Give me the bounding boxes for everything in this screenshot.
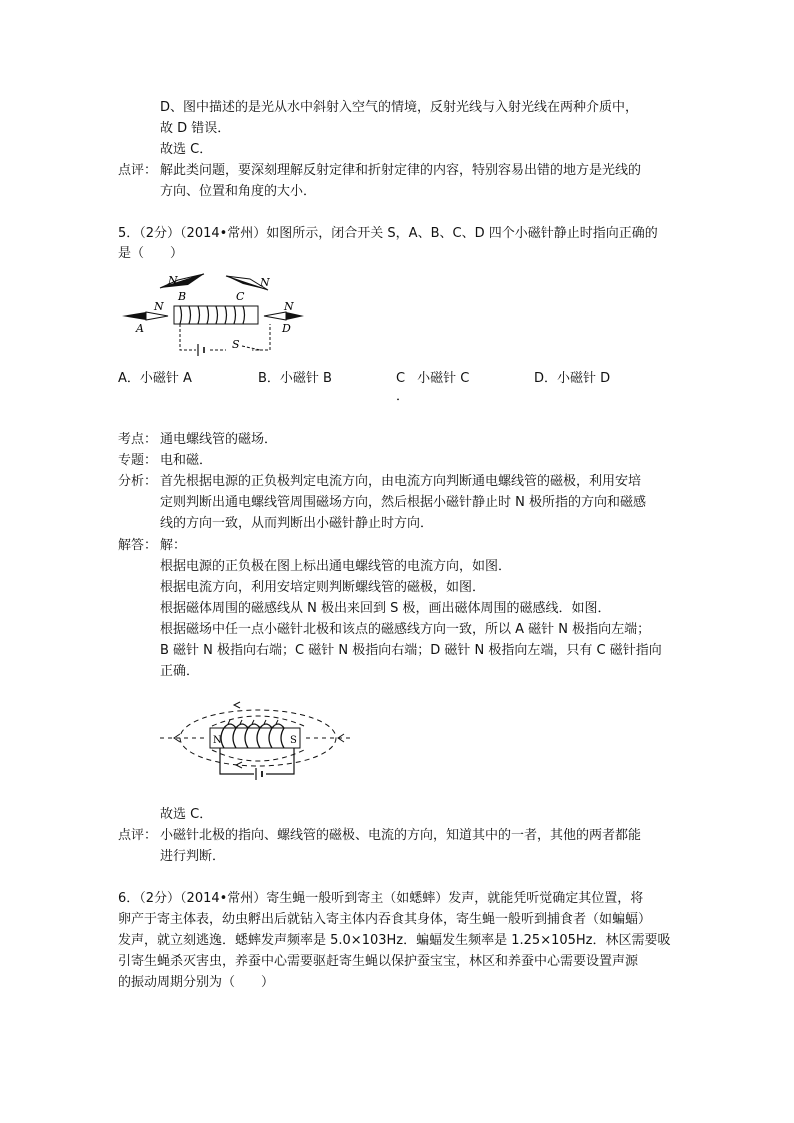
jieda-line4: 根据磁场中任一点小磁针北极和该点的磁感线方向一致，所以 A 磁针 N 极指向左端；: [160, 622, 651, 637]
q5-comment-label: 点评：: [118, 828, 158, 843]
kaodian-label: 考点：: [118, 432, 158, 447]
label-c: C: [236, 290, 245, 303]
q5-figure-field-lines: [158, 688, 358, 792]
q5-comment-line2: 进行判断．: [160, 849, 226, 864]
q5-comment-line1: 小磁针北极的指向、螺线管的磁极、电流的方向，知道其中的一者，其他的两者都能: [160, 828, 642, 843]
compass-b: [160, 274, 204, 303]
label-n-a: N: [154, 300, 164, 313]
jieda-line5: B 磁针 N 极指向右端；C 磁针 N 极指向右端；D 磁针 N 极指向左端，只有 C 磁针指向: [160, 643, 662, 658]
label-b: B: [178, 290, 187, 303]
pole-n-label: N: [213, 735, 222, 746]
label-d: D: [282, 322, 291, 335]
prev-comment-line1: 解此类问题，要深刻理解反射定律和折射定律的内容，特别容易出错的地方是光线的: [160, 163, 642, 178]
option-a[interactable]: A．小磁针 A: [118, 371, 192, 386]
fenxi-line3: 线的方向一致，从而判断出小磁针静止时方向．: [160, 516, 434, 531]
label-n-d: N: [284, 300, 294, 313]
option-c-dot: ．: [396, 389, 410, 404]
q5-answer: 故选 C．: [160, 807, 213, 822]
pole-s-label: S: [290, 735, 297, 746]
jieda-line6: 正确．: [160, 664, 200, 679]
label-n-c: N: [260, 276, 270, 289]
jieda-label: 解答：: [118, 538, 158, 553]
fenxi-label: 分析：: [118, 474, 158, 489]
option-b[interactable]: B．小磁针 B: [258, 371, 332, 386]
compass-a: [122, 300, 168, 335]
zhuanti-text: 电和磁．: [160, 453, 213, 468]
compass-c: [226, 276, 270, 303]
jieda-line2: 根据电流方向，利用安培定则判断螺线管的磁极，如图．: [160, 580, 486, 595]
option-d-explanation-line2: 故 D 错误．: [160, 121, 231, 136]
fenxi-line2: 定则判断出通电螺线管周围磁场方向，然后根据小磁针静止时 N 极所指的方向和磁感: [160, 495, 646, 510]
q5-stem-line2: 是（ ）: [118, 246, 184, 261]
label-a: A: [136, 322, 144, 335]
q6-line5: 的振动周期分别为（ ）: [118, 975, 275, 990]
fenxi-line1: 首先根据电源的正负极判定电流方向，由电流方向判断通电螺线管的磁极，利用安培: [160, 474, 642, 489]
q5-figure-solenoid: [118, 266, 308, 356]
q6-line2: 卵产于寄主体表，幼虫孵出后就钻入寄主体内吞食其身体，寄生蝇一般听到捕食者（如蝙蝠）: [118, 912, 652, 927]
option-d[interactable]: D．小磁针 D: [534, 371, 611, 386]
jieda-line0: 解：: [160, 538, 187, 553]
zhuanti-label: 专题：: [118, 453, 158, 468]
q5-stem-line1: 5．（2分）（2014•常州）如图所示，闭合开关 S，A、B、C、D 四个小磁针静止时指向正确的: [118, 226, 658, 241]
jieda-line1: 根据电源的正负极在图上标出通电螺线管的电流方向，如图．: [160, 559, 512, 574]
prev-answer: 故选 C．: [160, 142, 213, 157]
q6-line4: 引寄生蝇杀灭害虫，养蚕中心需要驱赶寄生蝇以保护蚕宝宝，林区和养蚕中心需要设置声源: [118, 954, 639, 969]
q6-line3: 发声，就立刻逃逸．蟋蟀发声频率是 5.0×103Hz．蝙蝠发生频率是 1.25×105Hz．林区需要吸: [118, 933, 671, 948]
solenoid: [174, 306, 258, 324]
prev-comment-label: 点评：: [118, 163, 158, 178]
label-n-b: N: [168, 274, 178, 287]
option-c[interactable]: C 小磁针 C: [396, 371, 470, 386]
option-d-explanation-line1: D、图中描述的是光从水中斜射入空气的情境，反射光线与入射光线在两种介质中，: [160, 100, 639, 115]
label-switch-s: S: [232, 338, 240, 351]
kaodian-text: 通电螺线管的磁场．: [160, 432, 278, 447]
q6-line1: 6．（2分）（2014•常州）寄生蝇一般听到寄主（如蟋蟀）发声，就能凭听觉确定其位置，将: [118, 891, 644, 906]
jieda-line3: 根据磁体周围的磁感线从 N 极出来回到 S 极，画出磁体周围的磁感线．如图．: [160, 601, 611, 616]
prev-comment-line2: 方向、位置和角度的大小．: [160, 184, 317, 199]
